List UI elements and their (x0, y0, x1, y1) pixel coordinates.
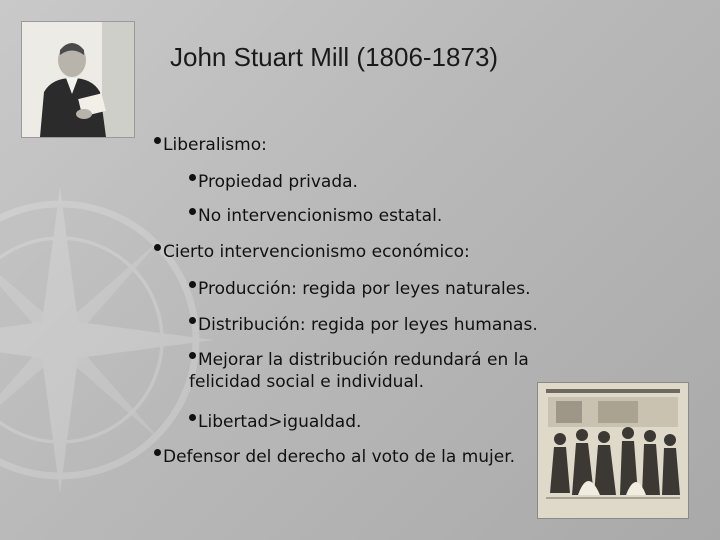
bullet-item (154, 241, 470, 263)
sub-bullet-item (189, 411, 361, 433)
bullet-dot-icon (154, 244, 161, 251)
bullet-dot-icon (189, 174, 196, 181)
bullet-dot-icon (154, 137, 161, 144)
bullet-text: Libertad>igualdad. (198, 412, 362, 432)
bullet-text: No intervencionismo estatal. (198, 206, 443, 226)
cartoon-illustration (538, 383, 688, 518)
bullet-dot-icon (154, 449, 161, 456)
bullet-text: Defensor del derecho al voto de la mujer. (163, 447, 516, 467)
bullet-text: Distribución: regida por leyes humanas. (198, 315, 538, 335)
sub-bullet-item (189, 171, 358, 193)
bullet-text: Mejorar la distribución redundará en la felicidad social e individual. (189, 350, 529, 392)
bullet-text: Liberalismo: (163, 135, 267, 155)
bullet-dot-icon (189, 317, 196, 324)
cartoon-drawing (538, 383, 688, 518)
bullet-text: Cierto intervencionismo económico: (163, 242, 470, 262)
portrait-image (22, 22, 134, 137)
sub-bullet-item (189, 314, 538, 336)
portrait-drawing (22, 22, 134, 137)
sub-bullet-item (189, 349, 569, 393)
bullet-dot-icon (189, 208, 196, 215)
sub-bullet-item (189, 205, 442, 227)
bullet-text: Producción: regida por leyes naturales. (198, 279, 531, 299)
bullet-text: Propiedad privada. (198, 172, 358, 192)
bullet-dot-icon (189, 414, 196, 421)
bullet-dot-icon (189, 281, 196, 288)
bullet-item (154, 446, 515, 468)
bullet-item (154, 134, 267, 156)
sub-bullet-item (189, 278, 531, 300)
bullet-dot-icon (189, 352, 196, 359)
slide-title: John Stuart Mill (1806-1873) (170, 42, 499, 72)
